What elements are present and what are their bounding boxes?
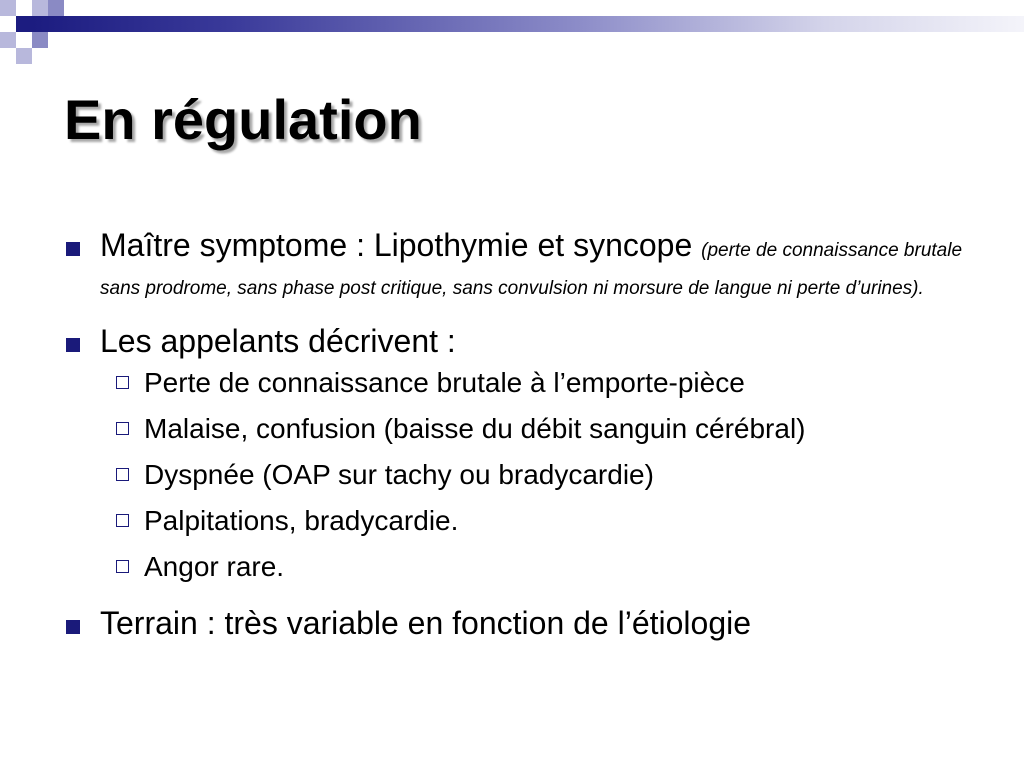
slide-content — [64, 226, 964, 642]
bullet-item — [64, 226, 964, 302]
hollow-square-bullet-icon — [116, 376, 129, 389]
hollow-square-bullet-icon — [116, 468, 129, 481]
hollow-square-bullet-icon — [116, 514, 129, 527]
bullet-item — [64, 604, 964, 642]
sub-bullet-item — [64, 550, 964, 584]
corner-square-light — [0, 0, 16, 16]
sub-bullet-text: Palpitations, bradycardie. — [144, 505, 459, 536]
bullet-text: Maître symptome : Lipothymie et syncope — [100, 227, 702, 263]
filled-square-bullet-icon — [66, 620, 80, 634]
sub-bullet-text: Dyspnée (OAP sur tachy ou bradycardie) — [144, 459, 654, 490]
hollow-square-bullet-icon — [116, 560, 129, 573]
sub-bullet-text: Perte de connaissance brutale à l’emporte-pièce — [144, 367, 745, 398]
corner-square-mid — [48, 0, 64, 16]
bullet-note: (perte de connaissance brutale sans prodrome, sans phase post critique, sans convulsion ni morsure de langue ni perte d’urines). — [100, 240, 963, 299]
sub-bullet-item — [64, 504, 964, 538]
sub-bullet-list — [64, 366, 964, 584]
sub-bullet-item — [64, 366, 964, 400]
corner-square-light — [16, 48, 32, 64]
sub-bullet-text: Angor rare. — [144, 551, 285, 582]
sub-bullet-item — [64, 412, 964, 446]
filled-square-bullet-icon — [66, 338, 80, 352]
sub-bullet-text: Malaise, confusion (baisse du débit sanguin cérébral) — [144, 413, 806, 444]
slide-title: En régulation — [64, 88, 422, 151]
bullet-text: Les appelants décrivent : — [100, 323, 456, 359]
sub-bullet-item — [64, 458, 964, 492]
header-gradient-bar — [32, 16, 1024, 32]
bullet-text: Terrain : très variable en fonction de l’étiologie — [100, 605, 752, 641]
corner-square-mid — [32, 32, 48, 48]
filled-square-bullet-icon — [66, 242, 80, 256]
bullet-item — [64, 322, 964, 360]
corner-square-dark — [16, 16, 32, 32]
corner-square-light — [0, 32, 16, 48]
hollow-square-bullet-icon — [116, 422, 129, 435]
corner-square-light — [32, 0, 48, 16]
